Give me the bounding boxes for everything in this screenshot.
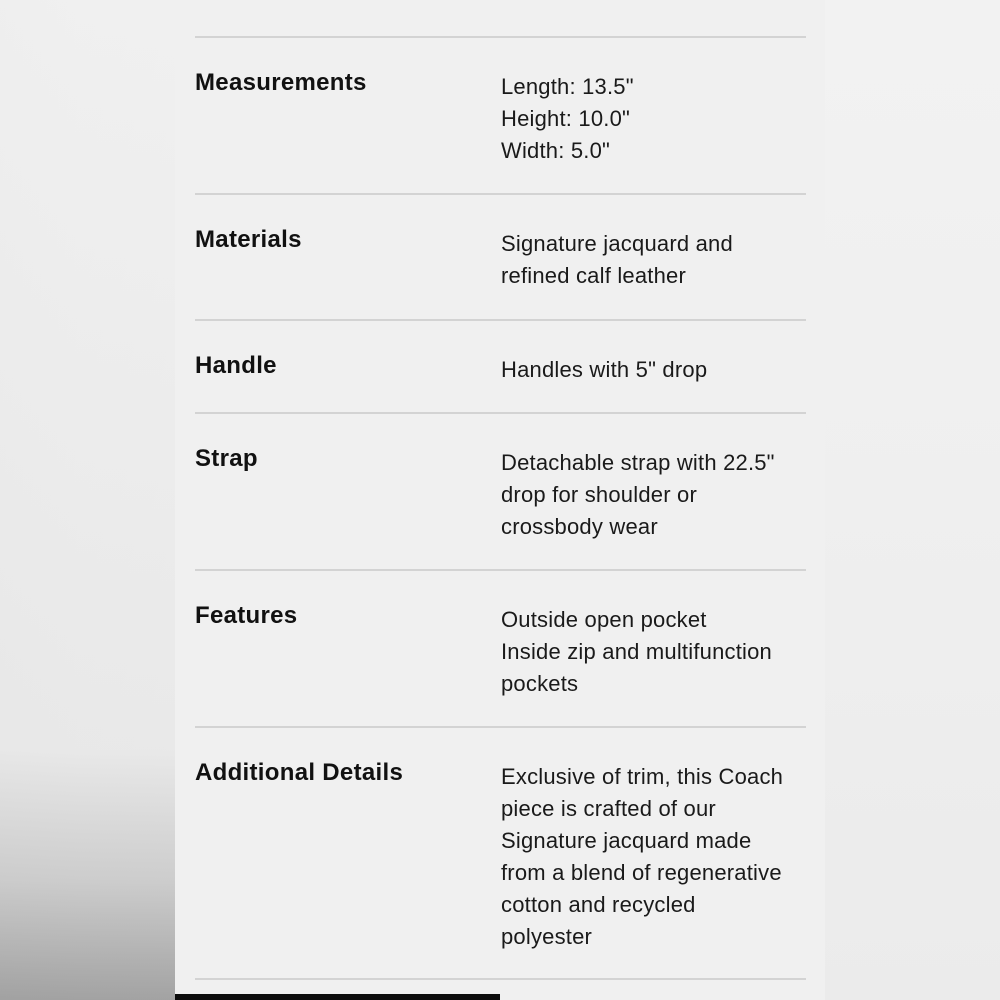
detail-row-measurements — [195, 36, 806, 193]
detail-value-line: Handles with 5" drop — [501, 357, 708, 382]
detail-value-line: crossbody wear — [501, 514, 658, 539]
detail-value-line: Detachable strap with 22.5" — [501, 450, 775, 475]
detail-row-additional-details — [195, 726, 806, 980]
detail-value-line: from a blend of regenerative — [501, 860, 782, 885]
detail-value-line: polyester — [501, 924, 593, 949]
detail-value-line: piece is crafted of our — [501, 796, 716, 821]
detail-value — [501, 447, 806, 543]
detail-value-line: Length: 13.5" — [501, 74, 634, 99]
detail-value — [501, 761, 806, 953]
blurred-background-left — [0, 0, 175, 1000]
detail-value-line: drop for shoulder or — [501, 482, 697, 507]
detail-value-line: Signature jacquard made — [501, 828, 752, 853]
product-details-panel — [175, 0, 825, 1000]
detail-value-line: Outside open pocket — [501, 607, 707, 632]
detail-label: Materials — [195, 226, 302, 253]
detail-value — [501, 71, 806, 167]
blurred-background-right — [825, 0, 1000, 1000]
detail-label: Handle — [195, 352, 277, 379]
detail-label: Features — [195, 602, 298, 629]
detail-value-line: Signature jacquard and — [501, 231, 733, 256]
detail-value-line: Exclusive of trim, this Coach — [501, 764, 784, 789]
detail-value-line: Width: 5.0" — [501, 138, 611, 163]
detail-row-materials — [195, 193, 806, 319]
detail-row-strap — [195, 412, 806, 569]
detail-value — [501, 604, 806, 700]
detail-value-line: cotton and recycled — [501, 892, 696, 917]
detail-row-handle — [195, 319, 806, 412]
detail-value-line: Height: 10.0" — [501, 106, 631, 131]
detail-value-line: Inside zip and multifunction — [501, 639, 772, 664]
detail-value-line: pockets — [501, 671, 579, 696]
detail-value — [501, 354, 806, 386]
detail-value — [501, 228, 806, 292]
detail-label: Strap — [195, 445, 258, 472]
scroll-indicator-bar — [175, 994, 500, 1000]
detail-value-line: refined calf leather — [501, 263, 686, 288]
detail-row-features — [195, 569, 806, 726]
detail-label: Additional Details — [195, 759, 404, 786]
product-details-table — [195, 36, 806, 980]
detail-label: Measurements — [195, 69, 367, 96]
